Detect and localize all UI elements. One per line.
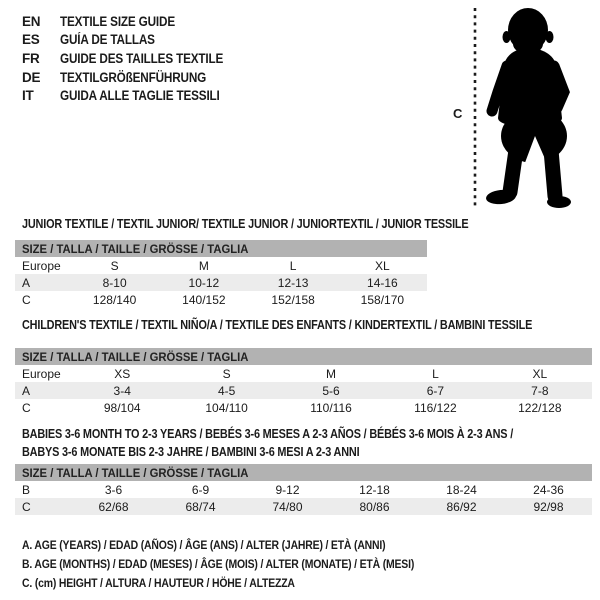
note-text: A. AGE (YEARS) / EDAD (AÑOS) / ÂGE (ANS) / ALTER (JAHRE) / ETÀ (ANNI) <box>22 537 386 552</box>
height-cell: 110/116 <box>310 400 352 415</box>
language-row-it <box>22 86 248 105</box>
note-text: B. AGE (MONTHS) / EDAD (MESES) / ÂGE (MOIS) / ALTER (MONATE) / ETÀ (MESI) <box>22 556 415 571</box>
note-age-months <box>22 554 473 573</box>
row-label: Europe <box>22 366 61 381</box>
height-cell: 104/110 <box>205 400 248 415</box>
height-cell: 68/74 <box>185 499 216 514</box>
size-header-label: SIZE / TALLA / TAILLE / GRÖSSE / TAGLIA <box>22 241 249 256</box>
height-cell: 62/68 <box>98 499 129 514</box>
size-cell: L <box>432 366 439 381</box>
age-cell: 12-13 <box>277 275 309 290</box>
age-cell: 4-5 <box>217 383 236 398</box>
age-cell: 6-9 <box>191 482 210 497</box>
row-label: C <box>22 499 31 514</box>
age-cell: 18-24 <box>446 482 477 497</box>
size-cell: XS <box>114 366 131 381</box>
language-code: DE <box>22 69 41 85</box>
guide-title-es: GUÍA DE TALLAS <box>60 32 155 48</box>
row-label: Europe <box>22 258 61 273</box>
age-cell: 9-12 <box>275 482 300 497</box>
size-header-label: SIZE / TALLA / TAILLE / GRÖSSE / TAGLIA <box>22 349 249 364</box>
junior-section-title: JUNIOR TEXTILE / TEXTIL JUNIOR/ TEXTILE JUNIOR / JUNIORTEXTIL / JUNIOR TESSILE <box>22 217 469 231</box>
baby-silhouette-icon <box>440 0 600 214</box>
age-cell: 3-6 <box>104 482 123 497</box>
size-cell: L <box>289 258 297 273</box>
size-cell: M <box>198 258 209 273</box>
table-row-height <box>15 291 427 308</box>
language-code: IT <box>22 88 34 104</box>
language-row-de <box>22 68 248 87</box>
guide-title-de: TEXTILGRÖßENFÜHRUNG <box>60 69 207 85</box>
babies-size-table <box>15 464 592 515</box>
age-cell: 8-10 <box>102 275 127 290</box>
note-height <box>22 574 473 593</box>
legend-notes <box>22 535 473 593</box>
table-row-europe <box>15 257 427 274</box>
size-cell: S <box>110 258 119 273</box>
junior-size-table <box>15 240 427 308</box>
note-age-years <box>22 535 473 554</box>
size-header-label: SIZE / TALLA / TAILLE / GRÖSSE / TAGLIA <box>22 465 249 480</box>
language-row-es <box>22 31 248 50</box>
table-row-age-months <box>15 481 592 498</box>
age-cell: 5-6 <box>322 383 340 398</box>
height-cell: 158/170 <box>360 292 405 307</box>
height-cell: 80/86 <box>359 499 390 514</box>
height-cell: 122/128 <box>518 400 562 415</box>
table-row-europe <box>15 365 592 382</box>
children-section-title: CHILDREN'S TEXTILE / TEXTIL NIÑO/A / TEXTILE DES ENFANTS / KINDERTEXTIL / BAMBINI TESSILE <box>22 318 533 332</box>
note-text: C. (cm) HEIGHT / ALTURA / HAUTEUR / HÖHE / ALTEZZA <box>22 576 295 591</box>
language-title-list <box>22 12 248 105</box>
height-label: C <box>453 106 463 121</box>
age-cell: 6-7 <box>426 383 445 398</box>
row-label: C <box>22 400 31 415</box>
guide-title-en: TEXTILE SIZE GUIDE <box>60 13 175 29</box>
height-cell: 128/140 <box>92 292 137 307</box>
height-cell: 98/104 <box>103 400 141 415</box>
language-code: EN <box>22 13 41 29</box>
size-cell: XL <box>375 258 390 273</box>
baby-height-figure <box>440 0 600 214</box>
size-cell: S <box>222 366 231 381</box>
language-code: FR <box>22 50 40 66</box>
size-header-row <box>15 240 427 257</box>
guide-title-it: GUIDA ALLE TAGLIE TESSILI <box>60 88 220 104</box>
height-cell: 74/80 <box>272 499 303 514</box>
size-cell: M <box>326 366 337 381</box>
height-cell: 116/122 <box>414 400 457 415</box>
table-row-height <box>15 399 592 416</box>
size-header-row <box>15 348 592 365</box>
guide-title-fr: GUIDE DES TAILLES TEXTILE <box>60 50 224 66</box>
height-cell: 86/92 <box>446 499 477 514</box>
children-size-table <box>15 348 592 416</box>
table-row-age <box>15 274 427 291</box>
babies-section-title-line2: BABYS 3-6 MONATE BIS 2-3 JAHRE / BAMBINI 3-6 MESI A 2-3 ANNI <box>22 445 360 459</box>
age-cell: 7-8 <box>531 383 549 398</box>
age-cell: 10-12 <box>188 275 220 290</box>
row-label: A <box>22 275 31 290</box>
height-cell: 152/158 <box>271 292 315 307</box>
row-label: A <box>22 383 31 398</box>
size-cell: XL <box>532 366 548 381</box>
table-row-height <box>15 498 592 515</box>
age-cell: 24-36 <box>533 482 564 497</box>
size-header-row <box>15 464 592 481</box>
height-cell: 140/152 <box>182 292 226 307</box>
table-row-age <box>15 382 592 399</box>
baby-silhouette <box>485 8 571 208</box>
row-label: B <box>22 482 31 497</box>
language-row-en <box>22 12 248 31</box>
age-cell: 14-16 <box>367 275 398 290</box>
height-cell: 92/98 <box>533 499 564 514</box>
age-cell: 3-4 <box>113 383 131 398</box>
language-code: ES <box>22 32 40 48</box>
babies-section-title-line1: BABIES 3-6 MONTH TO 2-3 YEARS / BEBÉS 3-6 MESES A 2-3 AÑOS / BÉBÉS 3-6 MOIS À 2-3 ANS / <box>22 427 514 441</box>
age-cell: 12-18 <box>359 482 390 497</box>
language-row-fr <box>22 49 248 68</box>
row-label: C <box>22 292 31 307</box>
